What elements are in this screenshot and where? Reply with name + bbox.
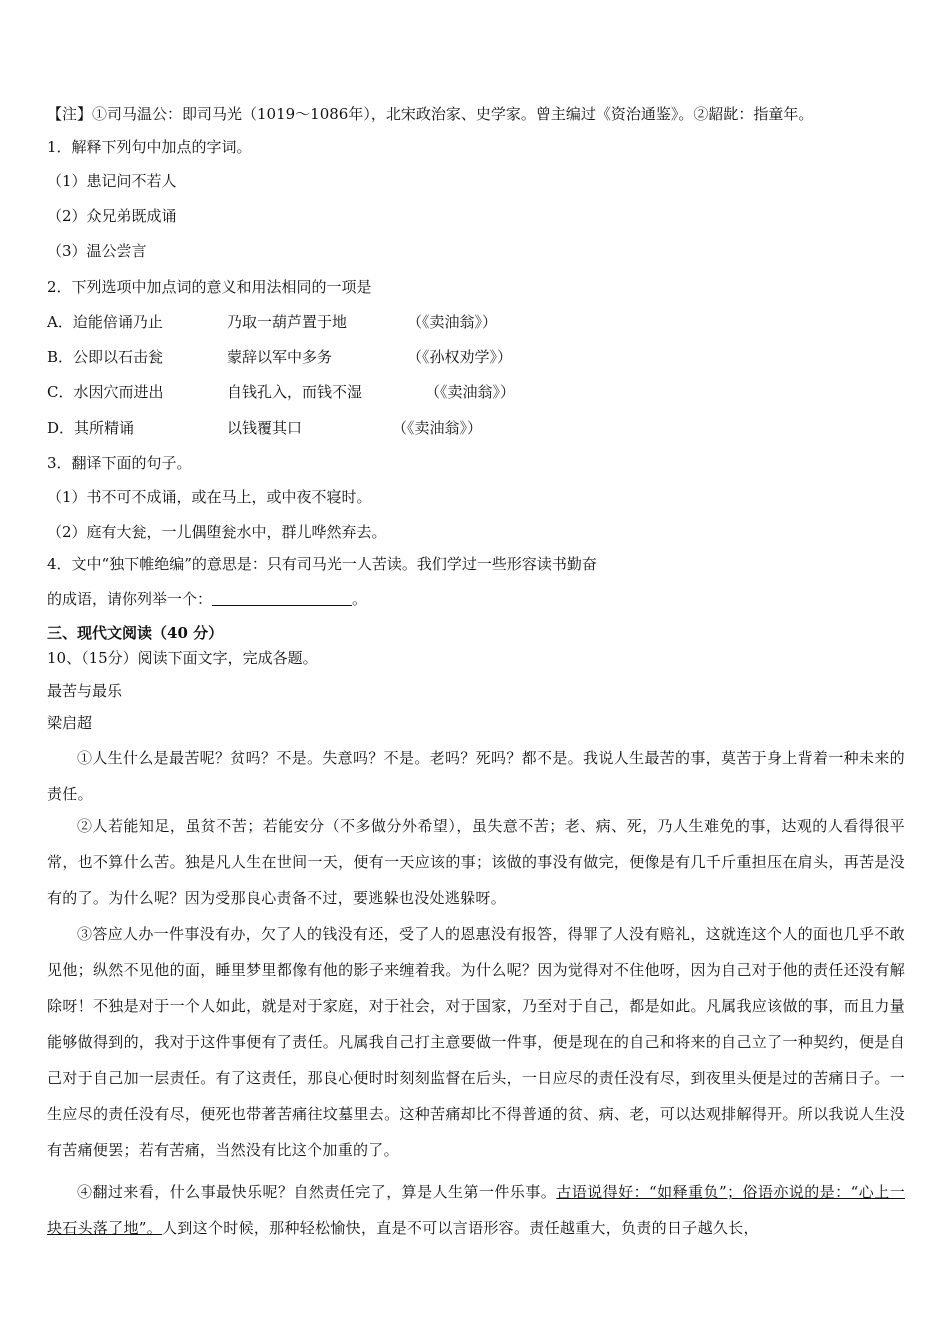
q1-item: （1）患记问不若人 [47, 172, 177, 190]
q10-stem: 10、（15分）阅读下面文字，完成各题。 [47, 649, 318, 667]
q2-option-c [47, 382, 747, 402]
section-heading: 三、现代文阅读（40 分） [47, 624, 224, 642]
option-compare: 乃取一葫芦置于地 [227, 313, 348, 331]
q4-line2 [47, 589, 367, 609]
option-source: （《卖油翁》） [425, 383, 516, 401]
option-source: （《孙权劝学》） [407, 348, 513, 366]
article-author: 梁启超 [47, 714, 93, 732]
paragraph-text: 人到这个时候，那种轻松愉快，直是不可以言语形容。责任越重大，负责的日子越久长， [162, 1219, 759, 1237]
answer-blank[interactable] [212, 591, 352, 606]
option-compare: 自钱孔入，而钱不湿 [227, 383, 363, 401]
q1-item: （2）众兄弟既成诵 [47, 207, 177, 225]
option-label: C．水因穴而进出 [47, 383, 164, 401]
option-compare: 以钱覆其口 [227, 419, 303, 437]
q4-end: 。 [352, 590, 368, 608]
paragraph-2 [47, 808, 905, 916]
q2-option-a [47, 312, 747, 332]
q1-stem: 1．解释下列句中加点的字词。 [47, 138, 252, 156]
paragraph-4 [47, 1174, 905, 1246]
paragraph-1 [47, 740, 905, 812]
option-source: （《卖油翁》） [392, 419, 483, 437]
q3-stem: 3．翻译下面的句子。 [47, 454, 192, 472]
option-label: A．迨能倍诵乃止 [47, 313, 163, 331]
q3-item: （2）庭有大瓮，一儿偶堕瓮水中，群儿哗然弃去。 [47, 523, 387, 541]
option-label: D．其所精诵 [47, 419, 135, 437]
q4-line1: 4．文中“独下帷绝编”的意思是：只有司马光一人苦读。我们学过一些形容读书勤奋 [47, 555, 597, 573]
q2-option-b [47, 347, 747, 367]
q2-option-d [47, 418, 747, 438]
article-title: 最苦与最乐 [47, 682, 123, 700]
paragraph-3 [47, 916, 905, 1168]
footnote: 【注】①司马温公：即司马光（1019～1086年），北宋政治家、史学家。曾主编过《资治通鉴》。②龆龀：指童年。 [47, 105, 814, 123]
paragraph-text: ③答应人办一件事没有办，欠了人的钱没有还，受了人的恩惠没有报答，得罪了人没有赔礼，这就连这个人的面也几乎不敢见他；纵然不见他的面，睡里梦里都像有他的影子来缠着我。为什么呢？因为觉得对不住他呀，因为自己对于他的责任还没有解除呀！不独是对于一个人如此，就是对于家庭，对于社会，对于国家，乃至对于自己，都是如此。凡属我应该做的事，而且力量能够做得到的，我对于这件事便有了责任。凡属我自己打主意要做一件事，便是现在的自己和将来的自己立了一种契约，便是自己对于自己加一层责任。有了这责任，那良心便时时刻刻监督在后头，一日应尽的责任没有尽，到夜里头便是过的苦痛日子。一生应尽的责任没有尽，便死也带著苦痛往坟墓里去。这种苦痛却比不得普通的贫、病、老，可以达观排解得开。所以我说人生没有苦痛便罢；若有苦痛，当然没有比这个加重的了。 [47, 925, 905, 1159]
underlined-quote: 古语说得好：“如释重负”；俗语亦说的是：“心上一块石头落了地”。 [47, 1183, 905, 1237]
q2-stem: 2．下列选项中加点词的意义和用法相同的一项是 [47, 278, 372, 296]
q3-item: （1）书不可不成诵，或在马上，或中夜不寝时。 [47, 488, 372, 506]
option-label: B．公即以石击瓮 [47, 348, 164, 366]
q1-item: （3）温公尝言 [47, 242, 147, 260]
paragraph-text: ①人生什么是最苦呢？贫吗？不是。失意吗？不是。老吗？死吗？都不是。我说人生最苦的事，莫苦于身上背着一种未来的责任。 [47, 749, 905, 803]
option-compare: 蒙辞以军中多务 [227, 348, 333, 366]
option-source: （《卖油翁》） [407, 313, 498, 331]
paragraph-text: ②人若能知足，虽贫不苦；若能安分（不多做分外希望），虽失意不苦；老、病、死，乃人生难免的事，达观的人看得很平常，也不算什么苦。独是凡人生在世间一天，便有一天应该的事；该做的事没有做完，便像是有几千斤重担压在肩头，再苦是没有的了。为什么呢？因为受那良心责备不过，要逃躲也没处逃躲呀。 [47, 817, 905, 907]
q4-prompt: 的成语，请你列举一个： [47, 590, 213, 608]
paragraph-text: ④翻过来看，什么事最快乐呢？自然责任完了，算是人生第一件乐事。 [77, 1183, 557, 1201]
